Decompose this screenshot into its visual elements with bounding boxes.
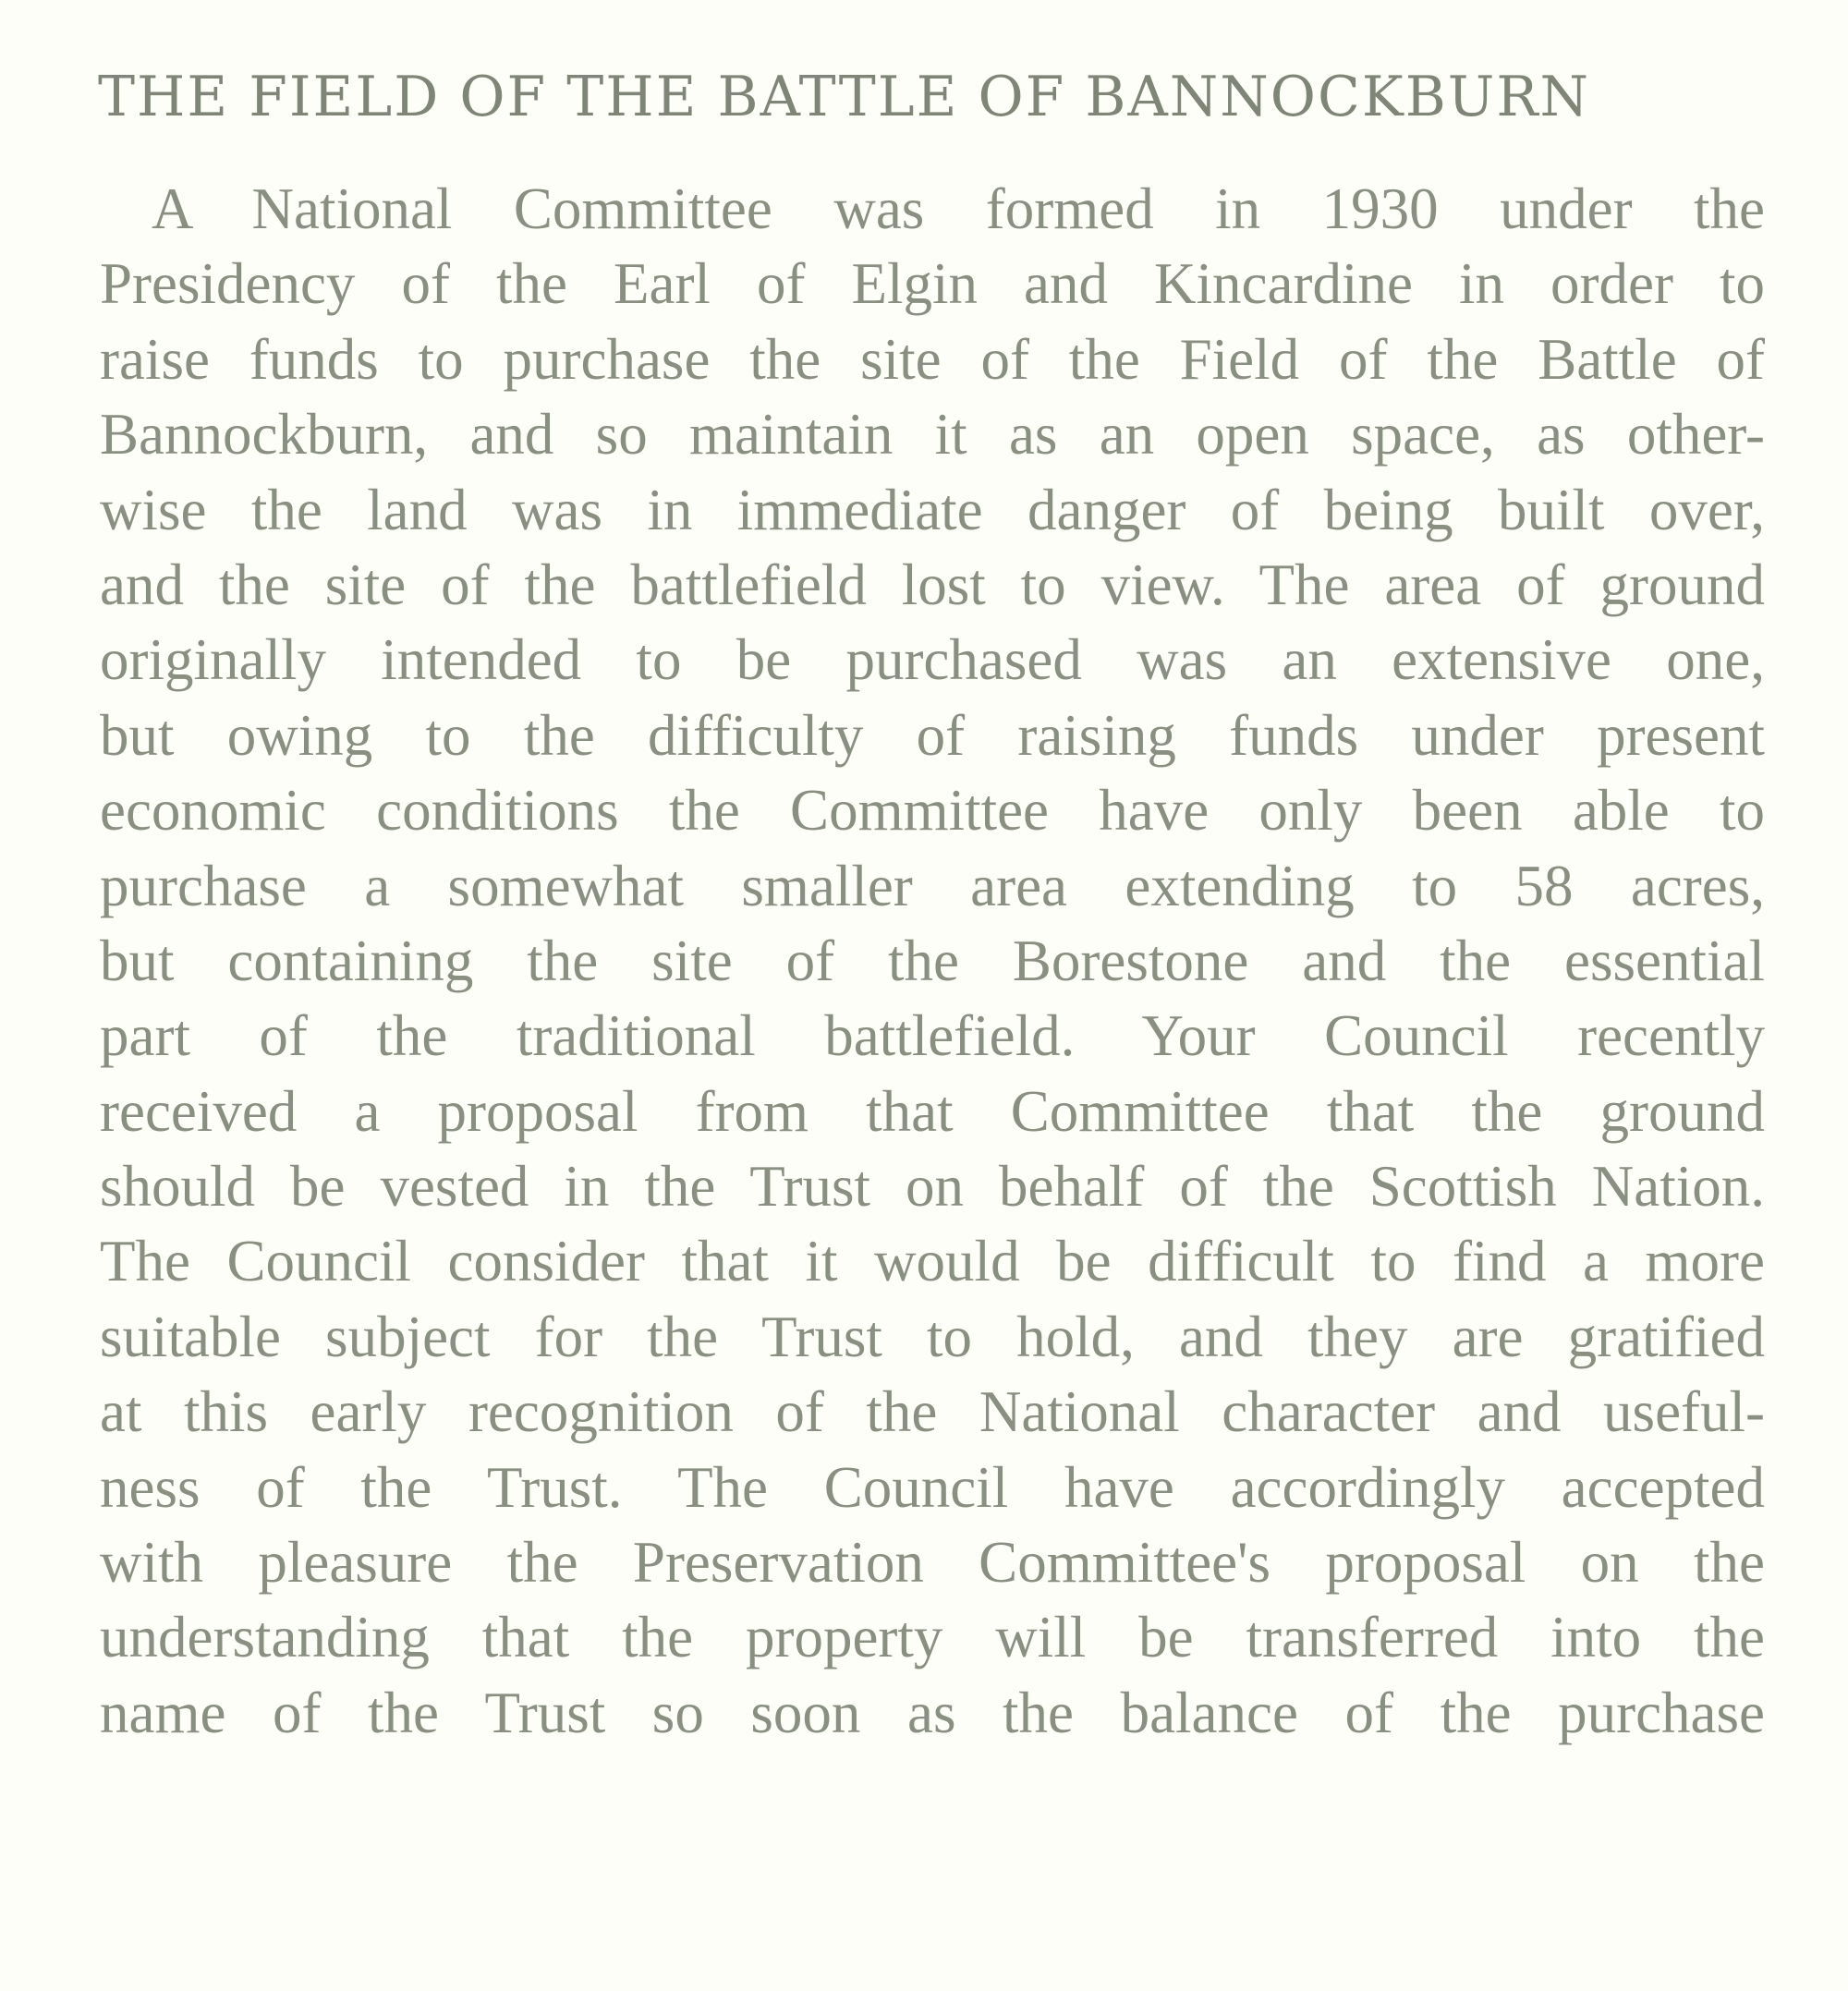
paragraph-line: raise funds to purchase the site of the Field of the Battle of bbox=[100, 326, 1765, 392]
paragraph-line: A National Committee was formed in 1930 under the bbox=[152, 176, 1765, 241]
body-paragraph bbox=[100, 172, 1765, 1751]
paragraph-line: Bannockburn, and so maintain it as an open space, as other- bbox=[100, 402, 1765, 467]
paragraph-line: with pleasure the Preservation Committee's proposal on the bbox=[100, 1530, 1765, 1596]
paragraph-line: but containing the site of the Borestone and the essential bbox=[100, 928, 1765, 993]
paragraph-line: ness of the Trust. The Council have accordingly accepted bbox=[100, 1454, 1765, 1520]
paragraph-line: wise the land was in immediate danger of being built over, bbox=[100, 477, 1765, 542]
page-title: THE FIELD OF THE BATTLE OF BANNOCKBURN bbox=[98, 65, 1591, 129]
paragraph-line: Presidency of the Earl of Elgin and Kincardine in order to bbox=[100, 251, 1765, 317]
paragraph-line: received a proposal from that Committee that the ground bbox=[100, 1078, 1765, 1144]
paragraph-line: at this early recognition of the National character and useful- bbox=[100, 1379, 1765, 1445]
paragraph-line: part of the traditional battlefield. Your Council recently bbox=[100, 1003, 1765, 1069]
paragraph-line: purchase a somewhat smaller area extending to 58 acres, bbox=[100, 853, 1765, 918]
paragraph-line: name of the Trust so soon as the balance of the purchase bbox=[100, 1680, 1765, 1745]
paragraph-line: and the site of the battlefield lost to view. The area of ground bbox=[100, 552, 1765, 617]
paragraph-line: should be vested in the Trust on behalf of the Scottish Nation. bbox=[100, 1154, 1765, 1220]
paragraph-line: The Council consider that it would be difficult to find a more bbox=[100, 1229, 1765, 1294]
paragraph-line: understanding that the property will be transferred into the bbox=[100, 1605, 1765, 1670]
paragraph-line: but owing to the difficulty of raising funds under present bbox=[100, 702, 1765, 768]
paragraph-line: suitable subject for the Trust to hold, and they are gratified bbox=[100, 1304, 1765, 1369]
paragraph-line: originally intended to be purchased was an extensive one, bbox=[100, 627, 1765, 693]
paragraph-line: economic conditions the Committee have only been able to bbox=[100, 778, 1765, 844]
